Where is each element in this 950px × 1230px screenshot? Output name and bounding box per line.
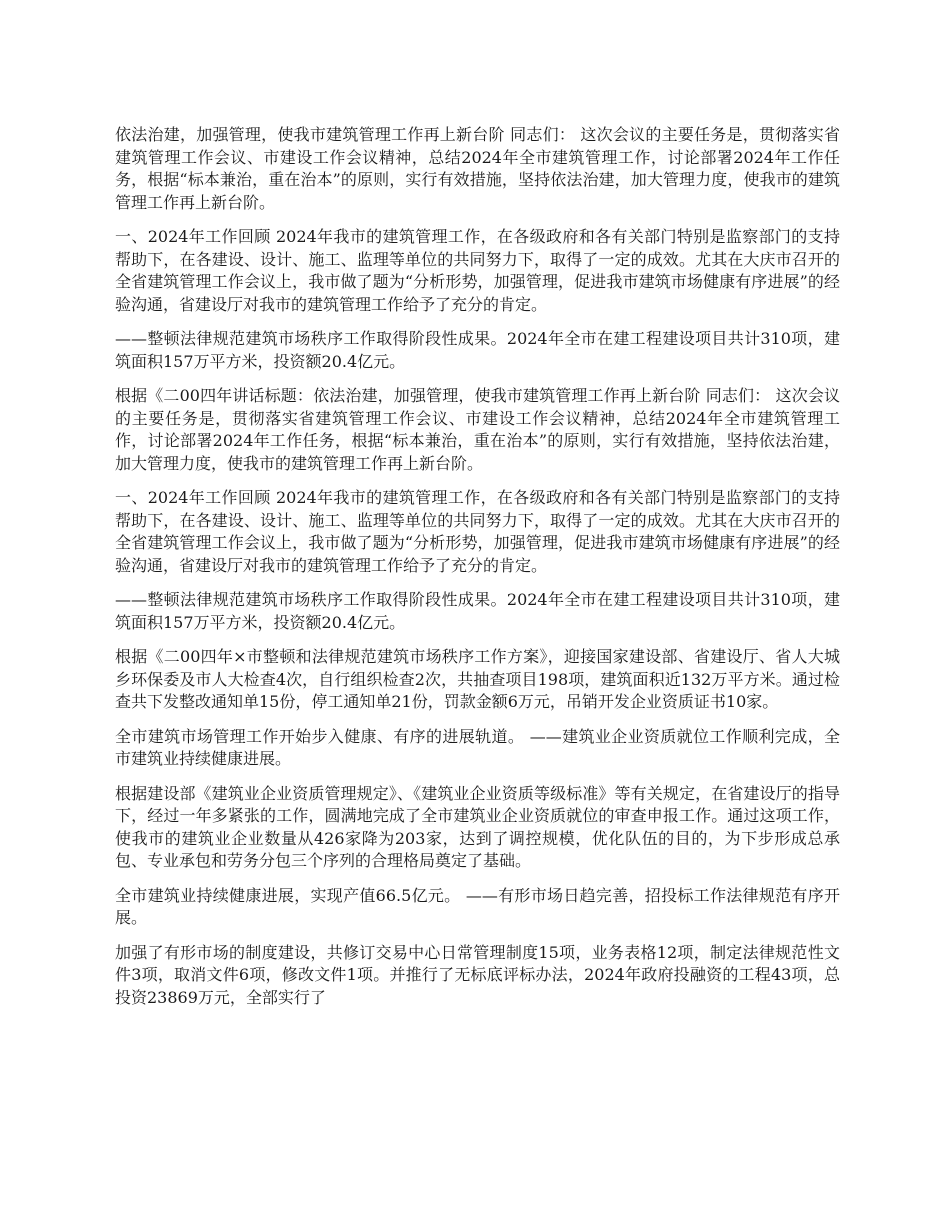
paragraph: 一、2024年工作回顾 2024年我市的建筑管理工作，在各级政府和各有关部门特别是监察部门的支持帮助下，在各建设、设计、施工、监理等单位的共同努力下，取得了一定的成效。尤其在大庆市召开的全省建筑管理工作会议上，我市做了题为“分析形势，加强管理，促进我市建筑市场健康有序进展”的经验沟通，省建设厅对我市的建筑管理工作给予了充分的肯定。 [115, 227, 840, 314]
paragraph: 根据建设部《建筑业企业资质管理规定》、《建筑业企业资质等级标准》等有关规定，在省建设厅的指导下，经过一年多紧张的工作，圆满地完成了全市建筑业企业资质就位的审查申报工作。通过这项工作，使我市的建筑业企业数量从426家降为203家，达到了调控规模，优化队伍的目的，为下步形成总承包、专业承包和劳务分包三个序列的合理格局奠定了基础。 [115, 783, 840, 870]
paragraph: 一、2024年工作回顾 2024年我市的建筑管理工作，在各级政府和各有关部门特别是监察部门的支持帮助下，在各建设、设计、施工、监理等单位的共同努力下，取得了一定的成效。尤其在大庆市召开的全省建筑管理工作会议上，我市做了题为“分析形势，加强管理，促进我市建筑市场健康有序进展”的经验沟通，省建设厅对我市的建筑管理工作给予了充分的肯定。 [115, 488, 840, 575]
paragraph: 全市建筑业持续健康进展，实现产值66.5亿元。 ——有形市场日趋完善，招投标工作法律规范有序开展。 [115, 885, 840, 927]
paragraph: ——整顿法律规范建筑市场秩序工作取得阶段性成果。2024年全市在建工程建设项目共计310项，建筑面积157万平方米，投资额20.4亿元。 [115, 329, 840, 371]
paragraph: 根据《二00四年讲话标题：依法治建，加强管理，使我市建筑管理工作再上新台阶 同志们： 这次会议的主要任务是，贯彻落实省建筑管理工作会议、市建设工作会议精神，总结2024年全市建筑管理工作，讨论部署2024年工作任务，根据“标本兼治，重在治本”的原则，实行有效措施，坚持依法治建，加大管理力度，使我市的建筑管理工作再上新台阶。 [115, 386, 840, 473]
paragraph: 根据《二00四年×市整顿和法律规范建筑市场秩序工作方案》，迎接国家建设部、省建设厅、省人大城乡环保委及市人大检查4次，自行组织检查2次，共抽查项目198项，建筑面积近132万平方米。通过检查共下发整改通知单15份，停工通知单21份，罚款金额6万元，吊销开发企业资质证书10家。 [115, 647, 840, 711]
paragraph: 依法治建，加强管理，使我市建筑管理工作再上新台阶 同志们： 这次会议的主要任务是，贯彻落实省建筑管理工作会议、市建设工作会议精神，总结2024年全市建筑管理工作，讨论部署2024年工作任务，根据“标本兼治，重在治本”的原则，实行有效措施，坚持依法治建，加大管理力度，使我市的建筑管理工作再上新台阶。 [115, 125, 840, 212]
document-body [115, 124, 840, 1021]
paragraph: 加强了有形市场的制度建设，共修订交易中心日常管理制度15项，业务表格12项，制定法律规范性文件3项，取消文件6项，修改文件1项。并推行了无标底评标办法，2024年政府投融资的工程43项，总投资23869万元，全部实行了 [115, 942, 840, 1007]
paragraph: ——整顿法律规范建筑市场秩序工作取得阶段性成果。2024年全市在建工程建设项目共计310项，建筑面积157万平方米，投资额20.4亿元。 [115, 590, 840, 632]
paragraph: 全市建筑市场管理工作开始步入健康、有序的进展轨道。 ——建筑业企业资质就位工作顺利完成，全市建筑业持续健康进展。 [115, 726, 840, 768]
